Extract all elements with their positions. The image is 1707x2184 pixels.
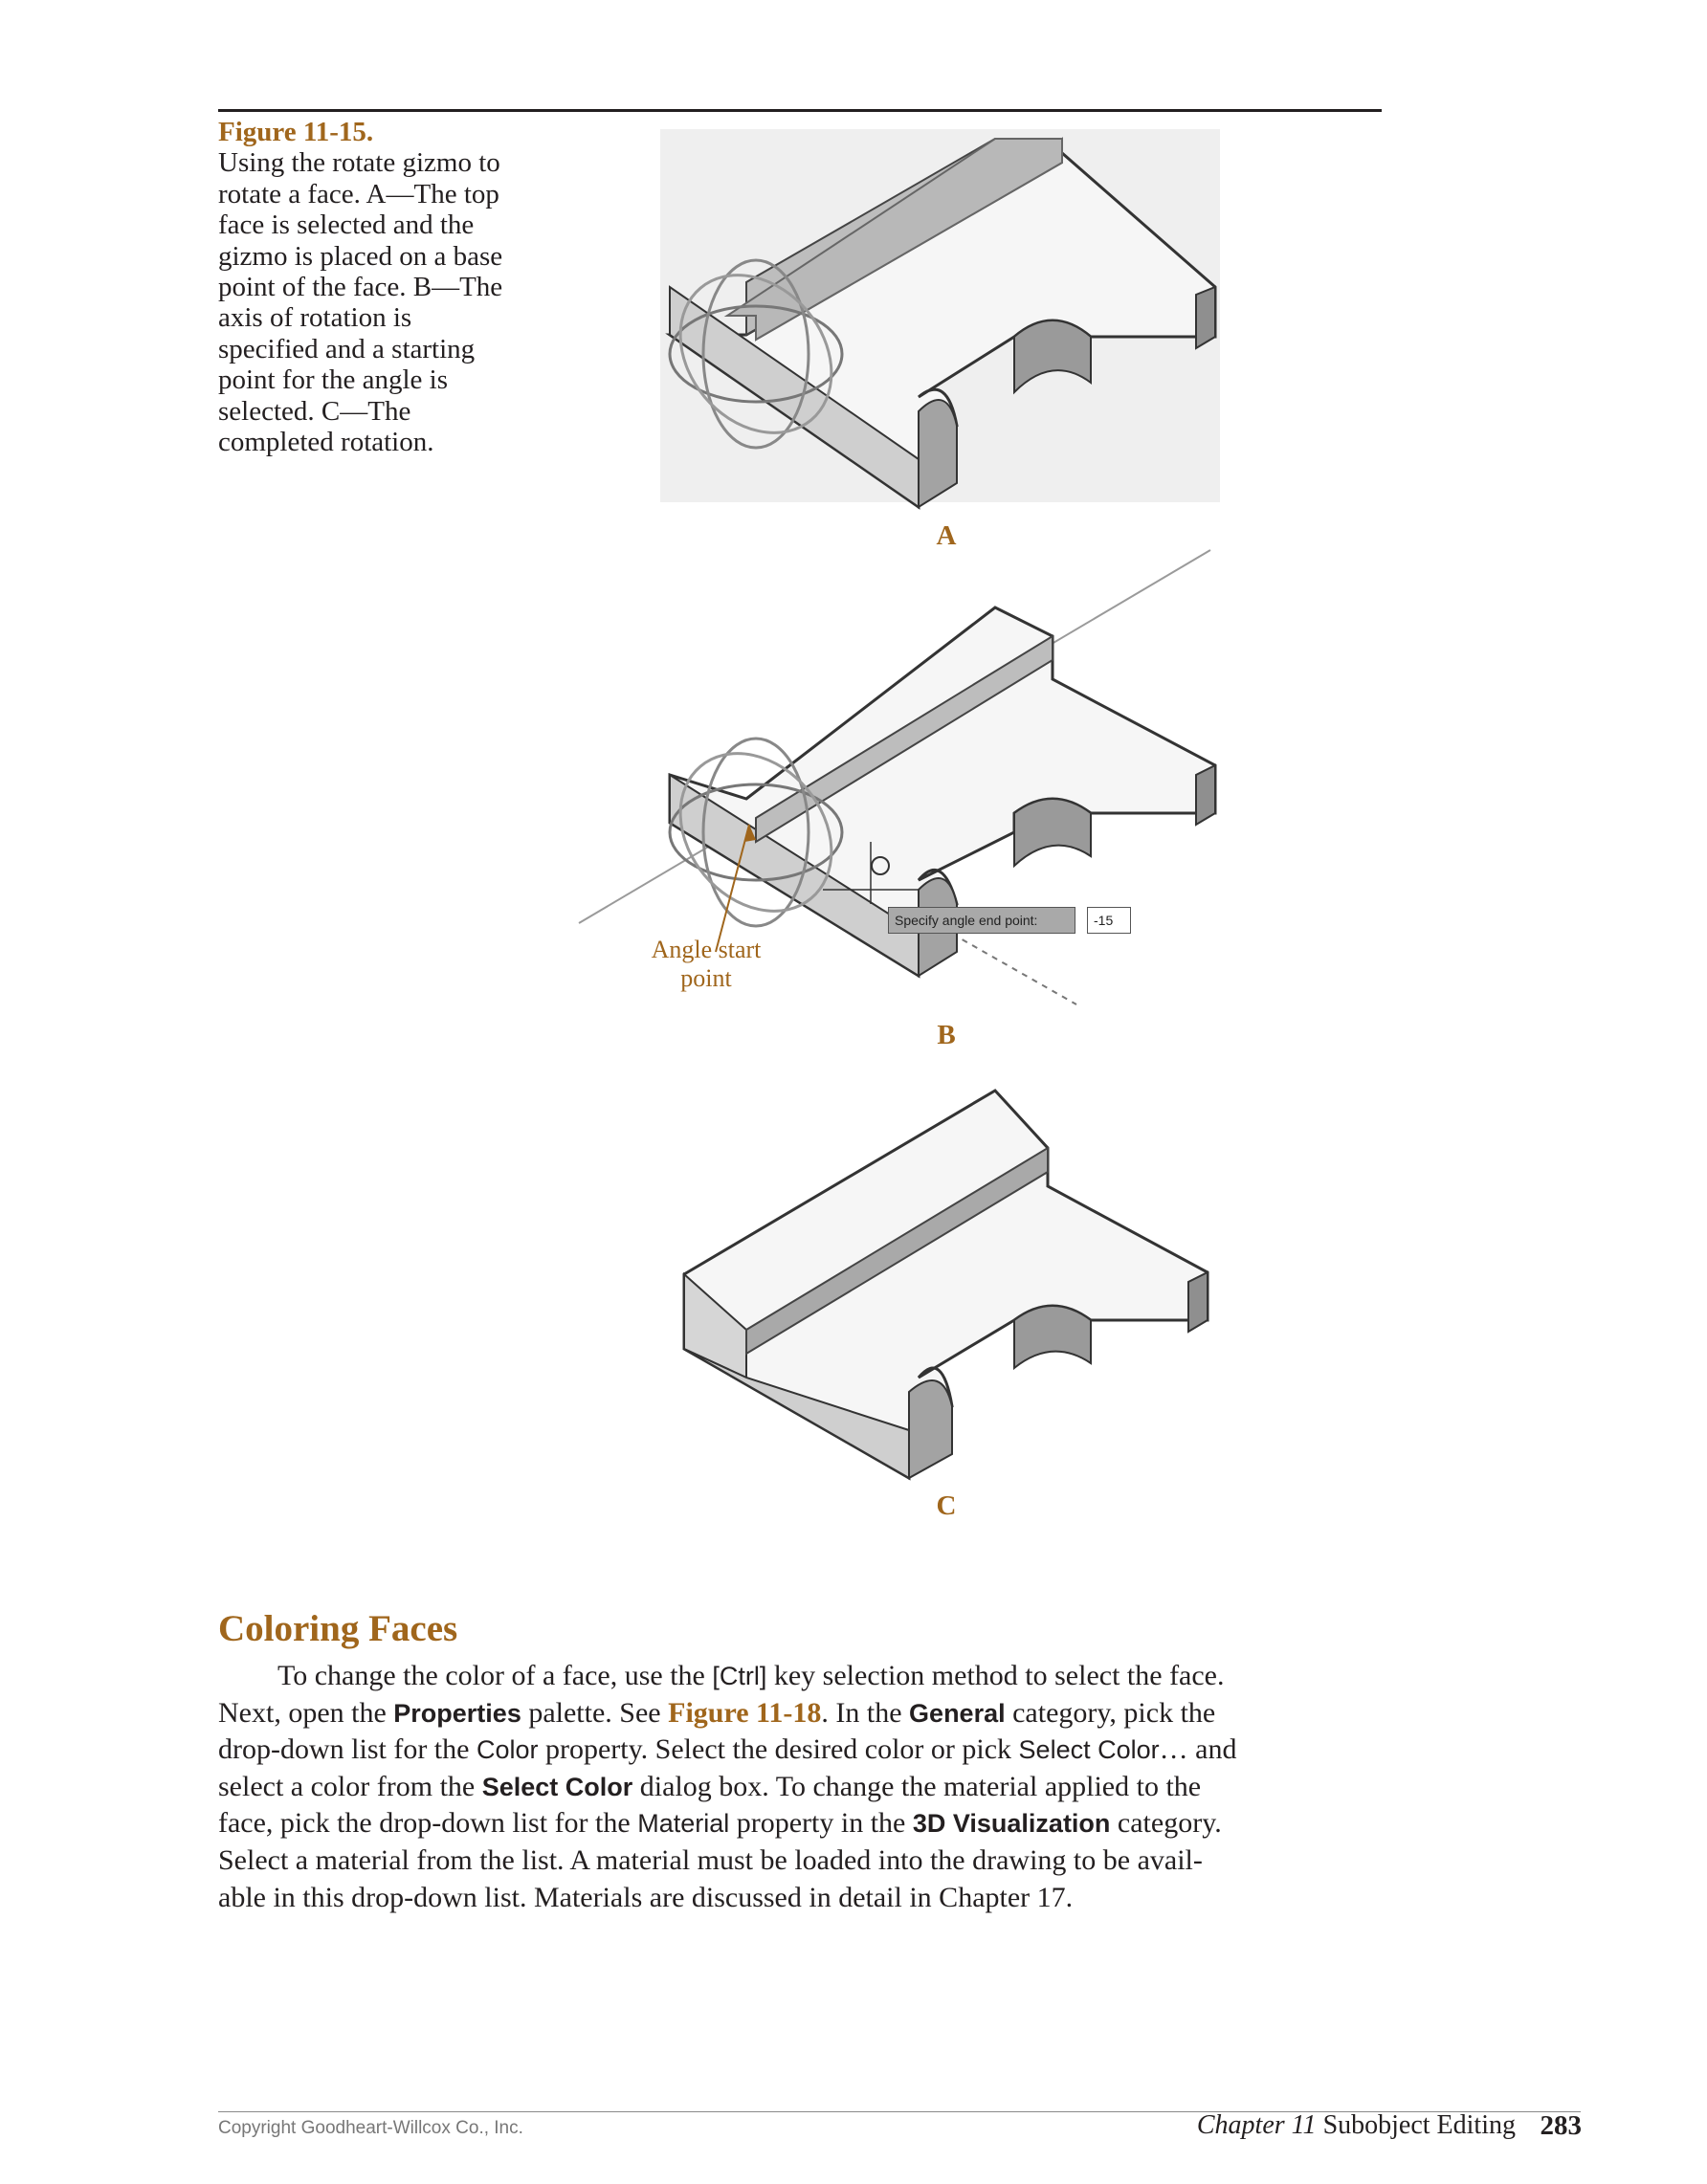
body-paragraph bbox=[218, 1658, 1382, 1916]
text-run: select a color from the bbox=[218, 1770, 482, 1802]
text-run: Properties bbox=[393, 1698, 521, 1728]
panel-c-drawing bbox=[684, 1091, 1208, 1478]
copyright-notice: Copyright Goodheart-Willcox Co., Inc. bbox=[218, 2118, 523, 2138]
text-run: dialog box. To change the material applied to the bbox=[632, 1770, 1202, 1802]
chapter-title: Subobject Editing bbox=[1322, 2110, 1516, 2140]
text-run: property. Select the desired color or pick bbox=[538, 1733, 1019, 1766]
body-line bbox=[218, 1769, 1382, 1806]
text-run: able in this drop-down list. Materials are discussed in detail in Chapter 17. bbox=[218, 1881, 1074, 1913]
text-run: General bbox=[909, 1698, 1006, 1728]
panel-label-a: A bbox=[936, 520, 957, 551]
callout-line-1: Angle start bbox=[651, 936, 762, 963]
text-run: [Ctrl] bbox=[712, 1662, 767, 1690]
text-run: Next, open the bbox=[218, 1696, 394, 1729]
text-run: face, pick the drop-down list for the bbox=[218, 1807, 638, 1840]
running-footer bbox=[1197, 2110, 1516, 2141]
text-run: . In the bbox=[821, 1696, 910, 1729]
text-run: palette. See bbox=[521, 1696, 669, 1729]
text-run: Material bbox=[637, 1809, 730, 1839]
figure-reference: Figure 11-18 bbox=[668, 1696, 822, 1729]
panel-label-c: C bbox=[936, 1490, 957, 1521]
body-line bbox=[218, 1805, 1382, 1842]
text-run: To change the color of a face, use the bbox=[277, 1660, 713, 1691]
panel-a-drawing bbox=[650, 129, 1220, 507]
text-run: key selection method to select the face. bbox=[766, 1660, 1225, 1691]
section-heading: Coloring Faces bbox=[218, 1608, 458, 1649]
text-run: Select a material from the list. A material must be loaded into the drawing to be avail- bbox=[218, 1843, 1203, 1876]
text-run: property in the bbox=[729, 1807, 913, 1840]
text-run: 3D Visualization bbox=[912, 1809, 1111, 1839]
text-run: Select Color bbox=[1018, 1735, 1160, 1765]
text-run: category. bbox=[1110, 1807, 1222, 1840]
chapter-number: Chapter 11 bbox=[1196, 2110, 1317, 2140]
tooltip-value: -15 bbox=[1087, 907, 1131, 934]
figure-label: Figure 11-15. bbox=[218, 117, 374, 147]
panel-label-b: B bbox=[937, 1020, 956, 1050]
text-run: Color bbox=[476, 1735, 539, 1765]
angle-start-callout bbox=[610, 936, 802, 993]
text-run: … and bbox=[1159, 1733, 1237, 1766]
text-run: drop-down list for the bbox=[218, 1733, 477, 1766]
text-run: category, pick the bbox=[1005, 1696, 1216, 1729]
tooltip-prompt: Specify angle end point: bbox=[888, 907, 1075, 934]
body-line bbox=[218, 1658, 1382, 1695]
text-run: Select Color bbox=[481, 1772, 633, 1801]
body-line bbox=[218, 1842, 1382, 1880]
page-number: 283 bbox=[1540, 2110, 1582, 2141]
callout-line-2: point bbox=[680, 964, 732, 992]
body-line bbox=[218, 1880, 1382, 1917]
body-line bbox=[218, 1695, 1382, 1732]
figure-caption-text: Using the rotate gizmo to rotate a face. A—The top face is selected and the gizmo is placed on a base point of the face. B—The axis of rotation is specified and a starting point for the angle is selected. C—The completed rotation. bbox=[218, 147, 503, 458]
body-line bbox=[218, 1732, 1382, 1769]
